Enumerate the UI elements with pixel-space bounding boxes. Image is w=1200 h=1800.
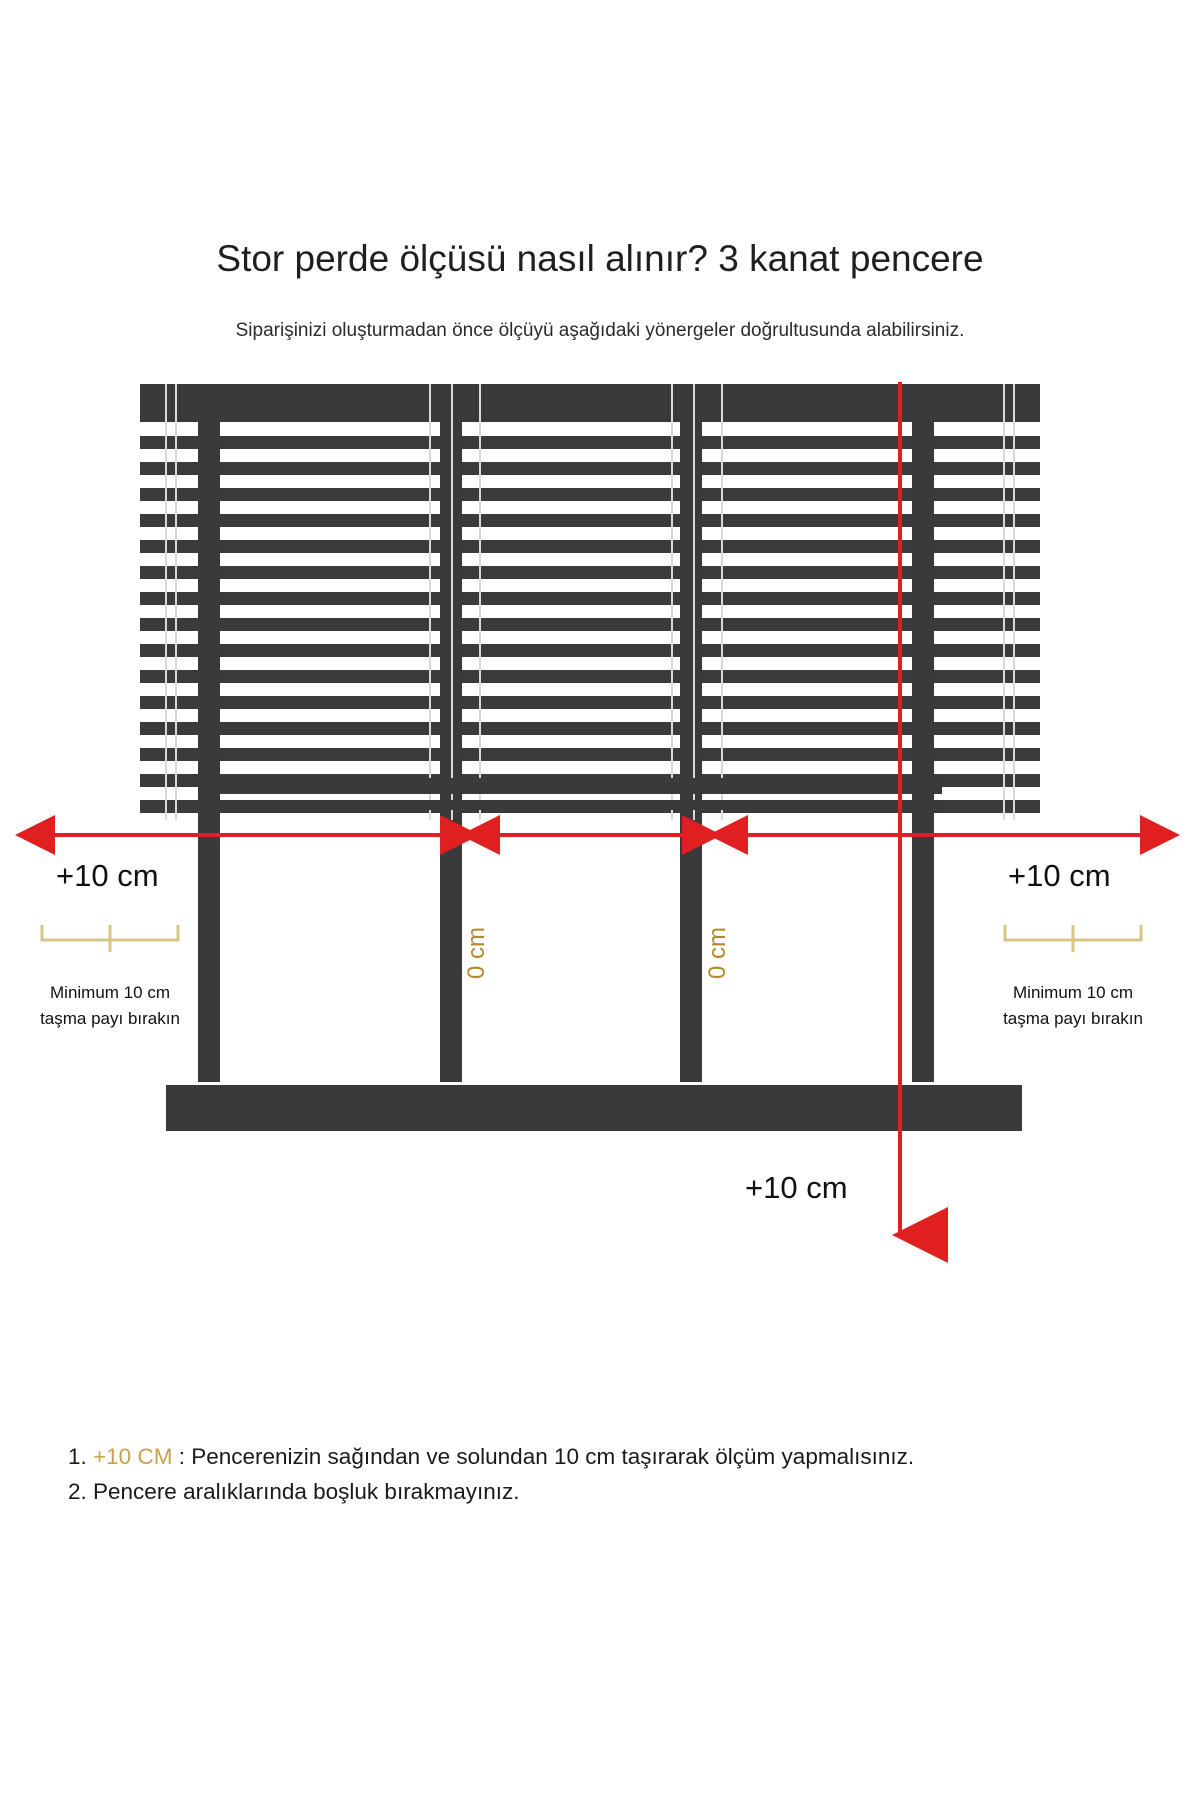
instruction-1-number: 1. bbox=[68, 1444, 87, 1469]
instruction-1-accent: +10 CM bbox=[93, 1444, 173, 1469]
instruction-1-text: : Pencerenizin sağından ve solundan 10 cm taşırarak ölçüm yapmalısınız. bbox=[178, 1444, 915, 1469]
window-measurement-diagram bbox=[0, 380, 1200, 1380]
transom-lower bbox=[198, 800, 942, 810]
brace-right bbox=[1005, 925, 1141, 952]
instructions-list bbox=[68, 1440, 1148, 1510]
window-sill bbox=[166, 1085, 1022, 1131]
instruction-item-1 bbox=[68, 1440, 1148, 1475]
note-left-overhang bbox=[0, 980, 220, 1031]
note-left-line1: Minimum 10 cm bbox=[50, 983, 170, 1002]
page-subtitle: Siparişinizi oluşturmadan önce ölçüyü aşağıdaki yönergeler doğrultusunda alabilirsiniz. bbox=[235, 320, 965, 341]
note-right-overhang bbox=[963, 980, 1183, 1031]
note-left-line2: taşma payı bırakın bbox=[40, 1008, 180, 1028]
label-left-overhang: +10 cm bbox=[56, 858, 159, 893]
label-right-overhang: +10 cm bbox=[1008, 858, 1111, 893]
instruction-item-2: 2. Pencere aralıklarında boşluk bırakmayınız. bbox=[68, 1478, 520, 1504]
label-gap-2: 0 cm bbox=[704, 926, 731, 979]
window-glass-area bbox=[220, 835, 912, 1085]
transom-upper bbox=[198, 778, 942, 794]
note-right-line1: Minimum 10 cm bbox=[1013, 983, 1133, 1002]
window-frame-group bbox=[140, 384, 1040, 1131]
note-right-line2: taşma payı bırakın bbox=[1003, 1008, 1143, 1028]
page-title: Stor perde ölçüsü nasıl alınır? 3 kanat pencere bbox=[216, 238, 984, 279]
blind-slats bbox=[140, 436, 1040, 813]
label-bottom-overhang: +10 cm bbox=[745, 1170, 848, 1205]
label-gap-1: 0 cm bbox=[463, 926, 490, 979]
brace-left bbox=[42, 925, 178, 952]
head-rail bbox=[140, 384, 1040, 422]
